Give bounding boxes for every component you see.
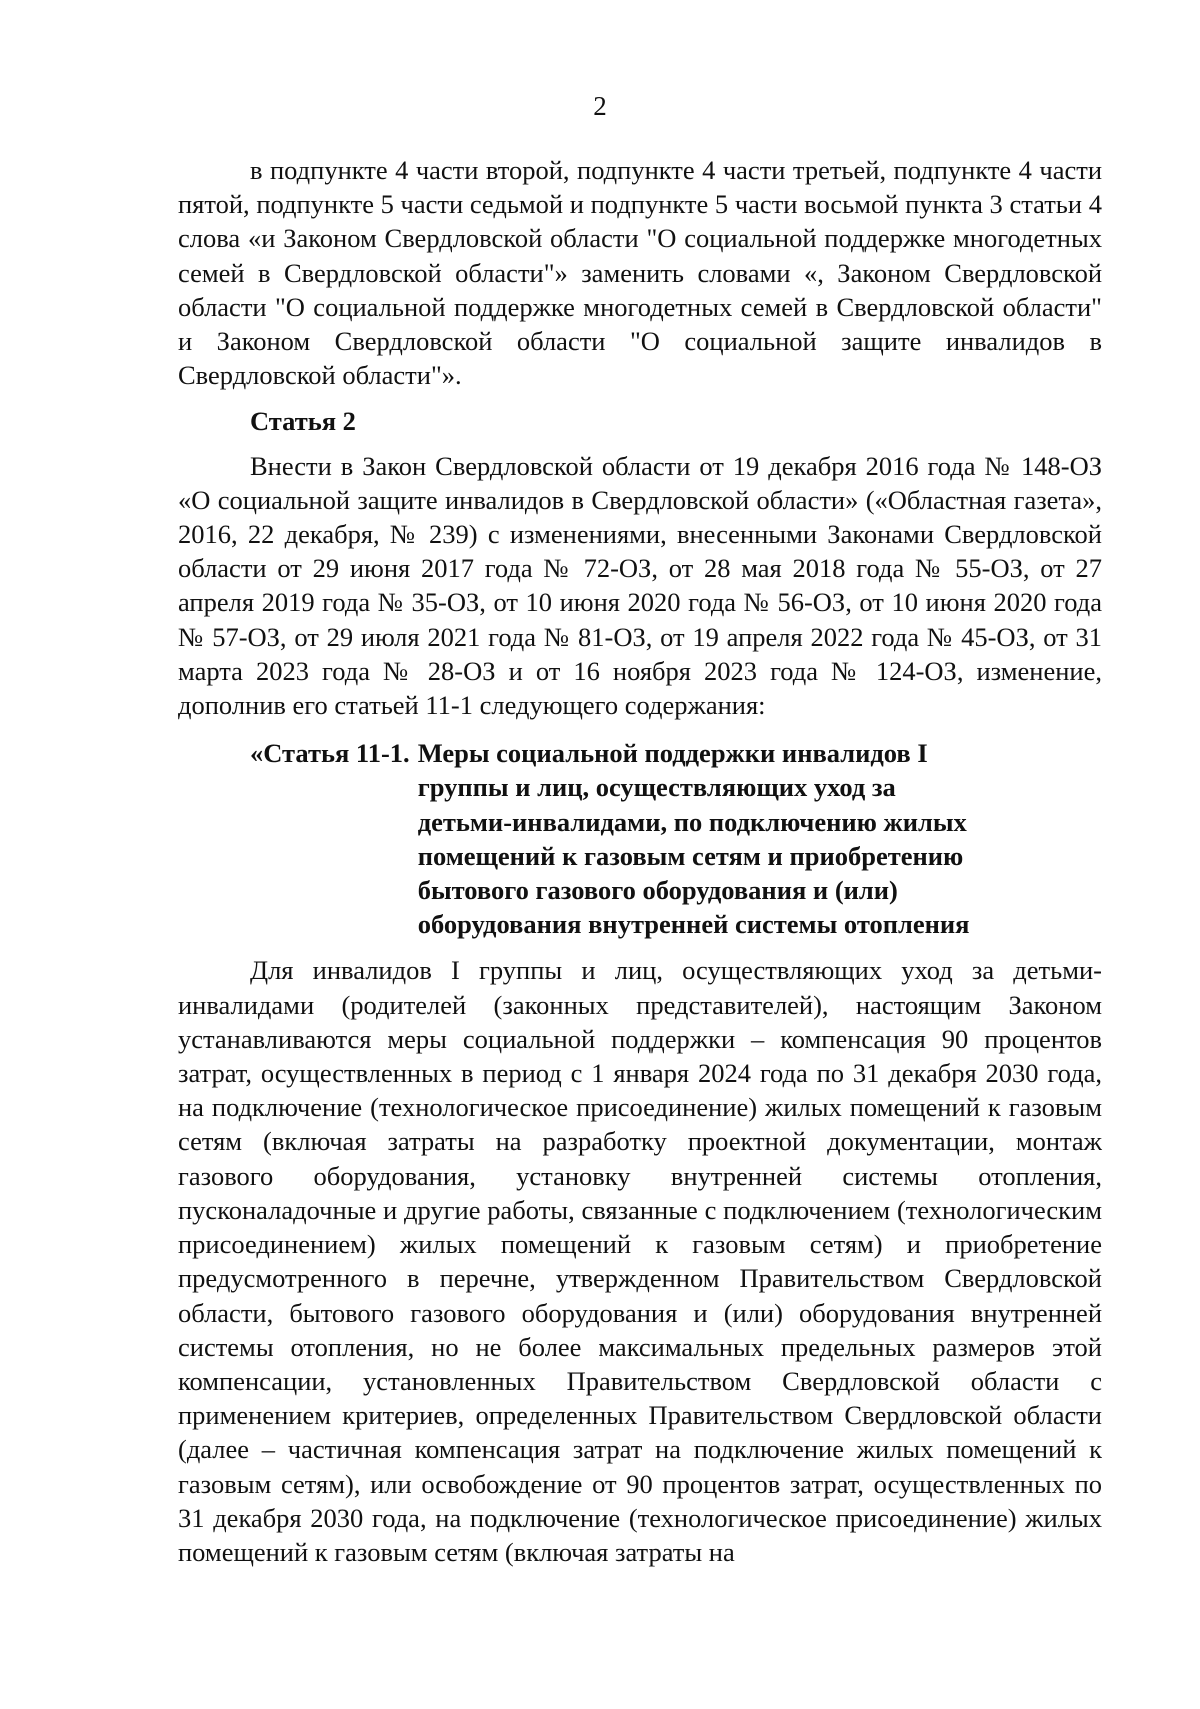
article-11-1-title: Меры социальной поддержки инвалидов I группы и лиц, осуществляющих уход за детьми-инвалидами, по подключению жилых помещений к газовым сетям и приобретению бытового газового оборудования и (или) оборудования внутренней системы отопления	[417, 738, 970, 940]
article-11-1-heading	[178, 736, 1102, 941]
article-11-1-label: «Статья 11-1.	[250, 738, 410, 769]
article-2-intro-paragraph: Внести в Закон Свердловской области от 19 декабря 2016 года № 148-ОЗ «О социальной защите инвалидов в Свердловской области» («Областная газета», 2016, 22 декабря, № 239) с изменениями, внесенными Законами Свердловской области от 29 июня 2017 года № 72-ОЗ, от 28 мая 2018 года № 55-ОЗ, от 27 апреля 2019 года № 35-ОЗ, от 10 июня 2020 года № 56-ОЗ, от 10 июня 2020 года № 57-ОЗ, от 29 июля 2021 года № 81-ОЗ, от 19 апреля 2022 года № 45-ОЗ, от 31 марта 2023 года № 28-ОЗ и от 16 ноября 2023 года № 124-ОЗ, изменение, дополнив его статьей 11-1 следующего содержания:	[178, 450, 1102, 721]
article-2-heading: Статья 2	[250, 406, 356, 437]
article-11-1-body-paragraph: Для инвалидов I группы и лиц, осуществляющих уход за детьми-инвалидами (родителей (законных представителей), настоящим Законом устанавливаются меры социальной поддержки – компенсация 90 процентов затрат, осуществленных в период с 1 января 2024 года по 31 декабря 2030 года, на подключение (технологическое присоединение) жилых помещений к газовым сетям (включая затраты на разработку проектной документации, монтаж газового оборудования, установку внутренней системы отопления, пусконаладочные и другие работы, связанные с подключением (технологическим присоединением) жилых помещений к газовым сетям) и приобретение предусмотренного в перечне, утвержденном Правительством Свердловской области, бытового газового оборудования и (или) оборудования внутренней системы отопления, но не более максимальных предельных размеров этой компенсации, установленных Правительством Свердловской области с применением критериев, определенных Правительством Свердловской области (далее – частичная компенсация затрат на подключение жилых помещений к газовым сетям), или освобождение от 90 процентов затрат, осуществленных по 31 декабря 2030 года, на подключение (технологическое присоединение) жилых помещений к газовым сетям (включая затраты на	[178, 955, 1102, 1567]
document-body	[178, 153, 1102, 1569]
page-number: 2	[593, 91, 607, 121]
amendment-paragraph: в подпункте 4 части второй, подпункте 4 части третьей, подпункте 4 части пятой, подпункте 5 части седьмой и подпункте 5 части восьмой пункта 3 статьи 4 слова «и Законом Свердловской области "О социальной поддержке многодетных семей в Свердловской области"» заменить словами «, Законом Свердловской области "О социальной поддержке многодетных семей в Свердловской области" и Законом Свердловской области "О социальной защите инвалидов в Свердловской области"».	[178, 155, 1102, 391]
